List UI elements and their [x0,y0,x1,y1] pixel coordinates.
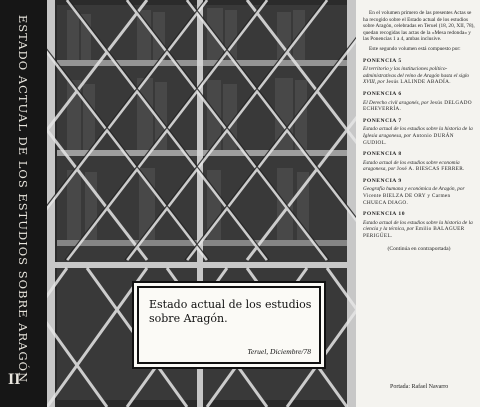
intro-paragraph-1: En el volumen primero de las presentes Actas se ha recogido sobre el Estado actual de los estudios sobre Aragón, celebradas en Teruel (18, 20, XII, 78), quedan recogidas las actas de la «Mesa redonda» y las Ponencias 1 a 4, ambas inclusive. [363,10,475,43]
ponencia-text: Geografía humana y económica de Aragón, por [363,186,465,193]
ponencia-label: PONENCIA 5 [363,57,402,64]
ponencia-author: José A. BIESCAS FERRER. [396,166,465,173]
cover-title: Estado actual de los estudios sobre Aragón. [149,298,312,325]
volume-number: II [8,371,21,388]
ponencia-10 [363,211,475,239]
ponencia-label: PONENCIA 7 [363,117,402,124]
ponencia-8 [363,151,475,173]
ponencia-9 [363,178,475,206]
ponencia-author: Jesús DELGADO ECHEVERRÍA. [363,99,472,113]
ponencia-label: PONENCIA 8 [363,151,402,158]
cover-credit: Portada: Rafael Navarro [390,384,449,390]
book-spine [0,0,47,407]
cover-title-card [137,286,321,364]
continued-note: (Continúa en contraportada) [387,245,451,252]
cover-place-date: Teruel, Diciembre/78 [247,347,311,356]
ponencia-text: Estado actual de los estudios sobre la historia de la ciencia y la técnica, por [363,219,473,233]
ponencia-author: Vicente BIELZA DE ORY y Carmen CHUECA DIAGO. [363,193,451,206]
ponencia-label: PONENCIA 6 [363,90,402,97]
intro-paragraph-2: Este segundo volumen está compuesto por: [369,45,461,52]
ponencia-author: Antonio DURÁN GUDIOL. [363,132,454,146]
ponencia-text: El territorio y las instituciones político-administrativas del reino de Aragón hasta el siglo XVIII, por [363,66,470,86]
spine-title: ESTADO ACTUAL DE LOS ESTUDIOS SOBRE ARAGÓN [16,14,30,384]
ponencia-label: PONENCIA 9 [363,177,402,184]
ponencia-6 [363,91,475,113]
ponencia-5 [363,58,475,86]
ponencia-text: El Derecho civil aragonés, por [363,99,429,106]
cover-photo [47,0,356,407]
contents-column [363,10,475,252]
ponencia-author: Jesús LALINDE ABADÍA. [386,79,451,86]
ponencia-text: Estado actual de los estudios sobre la historia de la Iglesia aragonesa, por [363,126,473,139]
ponencia-author: Emilio BALAGUER PERIGÜEL. [363,226,465,240]
ponencia-label: PONENCIA 10 [363,211,406,218]
ponencia-7 [363,118,475,146]
ponencia-text: Estado actual de los estudios sobre economía aragonesa, por [363,159,460,173]
